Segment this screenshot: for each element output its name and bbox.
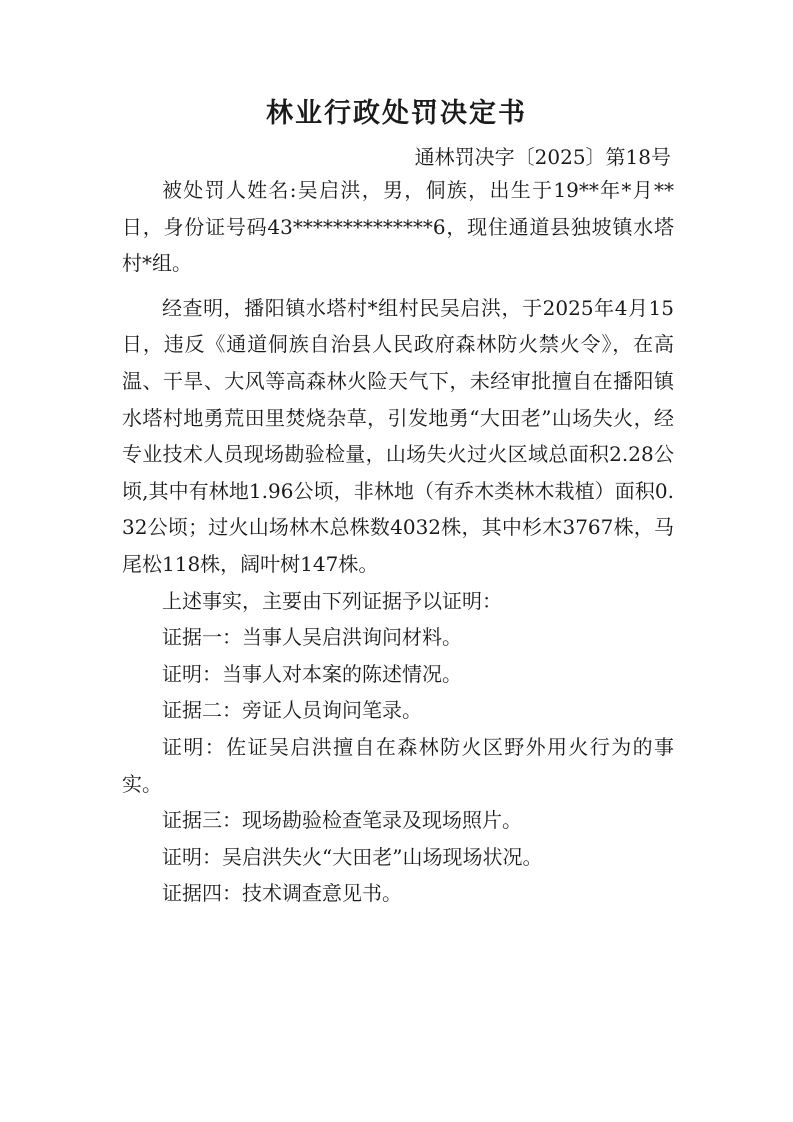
paragraph-gap	[122, 282, 674, 290]
paragraph-findings: 经查明，播阳镇水塔村*组村民吴启洪，于2025年4月15日，违反《通道侗族自治县人民政府森林防火禁火令》，在高温、干旱、大风等高森林火险天气下，未经审批擅自在播阳镇水塔村地勇荒田里焚烧杂草，引发地勇“大田老”山场失火，经专业技术人员现场勘验检量，山场失火过火区域总面积2.28公顷,其中有林地1.96公顷，非林地（有乔木类林木栽植）面积0.32公顷；过火山场林木总株数4032株，其中杉木3767株，马尾松118株，阔叶树147株。	[122, 295, 674, 576]
paragraph-proof-3: 证明：吴启洪失火“大田老”山场现场状况。	[162, 844, 543, 869]
paragraph-evidence-4: 证据四：技术调查意见书。	[162, 881, 402, 906]
document-body	[122, 172, 674, 912]
paragraph-proof-1: 证明：当事人对本案的陈述情况。	[162, 661, 462, 686]
paragraph-proof-2: 证明：佐证吴启洪擅自在森林防火区野外用火行为的事实。	[122, 734, 674, 796]
paragraph-evidence-1: 证据一：当事人吴启洪询问材料。	[162, 625, 462, 650]
document-title: 林业行政处罚决定书	[266, 98, 527, 129]
paragraph-evidence-3: 证据三：现场勘验检查笔录及现场照片。	[162, 808, 522, 833]
document-number: 通林罚决字〔2025〕第18号	[414, 145, 671, 169]
paragraph-personal-info: 被处罚人姓名:吴启洪，男，侗族，出生于19**年*月**日，身份证号码43**************6，现住通道县独坡镇水塔村*组。	[122, 178, 674, 276]
paragraph-evidence-intro: 上述事实，主要由下列证据予以证明：	[162, 588, 502, 613]
paragraph-evidence-2: 证据二：旁证人员询问笔录。	[162, 698, 422, 723]
